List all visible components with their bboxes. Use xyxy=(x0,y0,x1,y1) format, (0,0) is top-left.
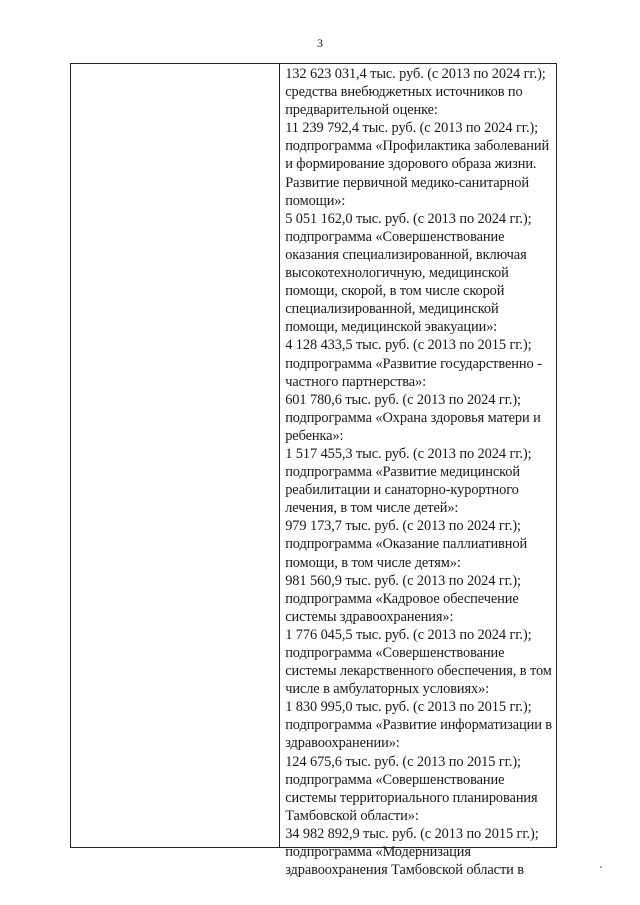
text-line: 981 560,9 тыс. руб. (с 2013 по 2024 гг.); xyxy=(285,572,521,589)
text-line: подпрограмма «Охрана здоровья матери и xyxy=(285,409,541,426)
text-line: подпрограмма «Совершенствование xyxy=(285,228,505,245)
text-line: 979 173,7 тыс. руб. (с 2013 по 2024 гг.); xyxy=(285,518,521,535)
text-line: 5 051 162,0 тыс. руб. (с 2013 по 2024 гг.); xyxy=(285,210,532,227)
text-line: 1 830 995,0 тыс. руб. (с 2013 по 2015 гг.); xyxy=(285,699,532,716)
scan-speck xyxy=(600,866,602,868)
text-line: Развитие первичной медико-санитарной xyxy=(285,174,529,191)
page-number: 3 xyxy=(317,36,323,50)
text-line: предварительной оценке: xyxy=(285,102,438,119)
text-line: оказания специализированной, включая xyxy=(285,246,527,263)
text-line: помощи, медицинской эвакуации»: xyxy=(285,319,498,336)
text-line: и формирование здорового образа жизни. xyxy=(285,156,537,173)
text-line: 1 517 455,3 тыс. руб. (с 2013 по 2024 гг.); xyxy=(285,445,532,462)
text-line: 124 675,6 тыс. руб. (с 2013 по 2015 гг.); xyxy=(285,753,521,770)
text-line: подпрограмма «Оказание паллиативной xyxy=(285,536,528,553)
text-line: средства внебюджетных источников по xyxy=(285,84,523,101)
text-line: специализированной, медицинской xyxy=(285,301,499,318)
text-line: системы лекарственного обеспечения, в том xyxy=(285,663,552,680)
text-line: помощи, скорой, в том числе скорой xyxy=(285,283,505,300)
text-line: Тамбовской области»: xyxy=(285,807,419,824)
text-line: 11 239 792,4 тыс. руб. (с 2013 по 2024 гг.); xyxy=(285,120,539,137)
text-line: числе в амбулаторных условиях»: xyxy=(285,681,490,698)
table-left-cell xyxy=(71,64,280,847)
text-line: 601 780,6 тыс. руб. (с 2013 по 2024 гг.); xyxy=(285,391,521,408)
text-line: реабилитации и санаторно-курортного xyxy=(285,482,519,499)
text-line: подпрограмма «Совершенствование xyxy=(285,771,505,788)
text-line: помощи»: xyxy=(285,192,346,209)
text-line: 132 623 031,4 тыс. руб. (с 2013 по 2024 гг.); xyxy=(285,66,546,82)
document-table xyxy=(70,63,557,879)
text-line: подпрограмма «Совершенствование xyxy=(285,645,505,661)
text-line: лечения, в том числе детей»: xyxy=(285,500,459,517)
text-line: подпрограмма «Профилактика заболеваний xyxy=(285,138,550,155)
text-line: подпрограмма «Модернизация xyxy=(285,844,471,861)
text-line: 4 128 433,5 тыс. руб. (с 2013 по 2015 гг.); xyxy=(285,337,532,354)
text-line: 1 776 045,5 тыс. руб. (с 2013 по 2024 гг.); xyxy=(285,626,532,643)
text-line: здравоохранении»: xyxy=(285,735,400,752)
text-line: подпрограмма «Развитие информатизации в xyxy=(285,717,552,734)
text-line: подпрограмма «Развитие государственно - xyxy=(285,355,542,372)
text-line: системы территориального планирования xyxy=(285,789,538,806)
text-line: 34 982 892,9 тыс. руб. (с 2013 по 2015 гг.); xyxy=(285,825,539,842)
text-line: высокотехнологичную, медицинской xyxy=(285,265,509,282)
text-line: помощи, в том числе детям»: xyxy=(285,554,461,571)
text-line: подпрограмма «Развитие медицинской xyxy=(285,464,520,481)
text-line: частного партнерства»: xyxy=(285,373,427,390)
text-line: системы здравоохранения»: xyxy=(285,608,454,625)
text-line: здравоохранения Тамбовской области в xyxy=(285,862,524,879)
text-line: ребенка»: xyxy=(285,427,344,444)
table-right-cell xyxy=(280,64,556,879)
text-line: подпрограмма «Кадровое обеспечение xyxy=(285,590,519,607)
